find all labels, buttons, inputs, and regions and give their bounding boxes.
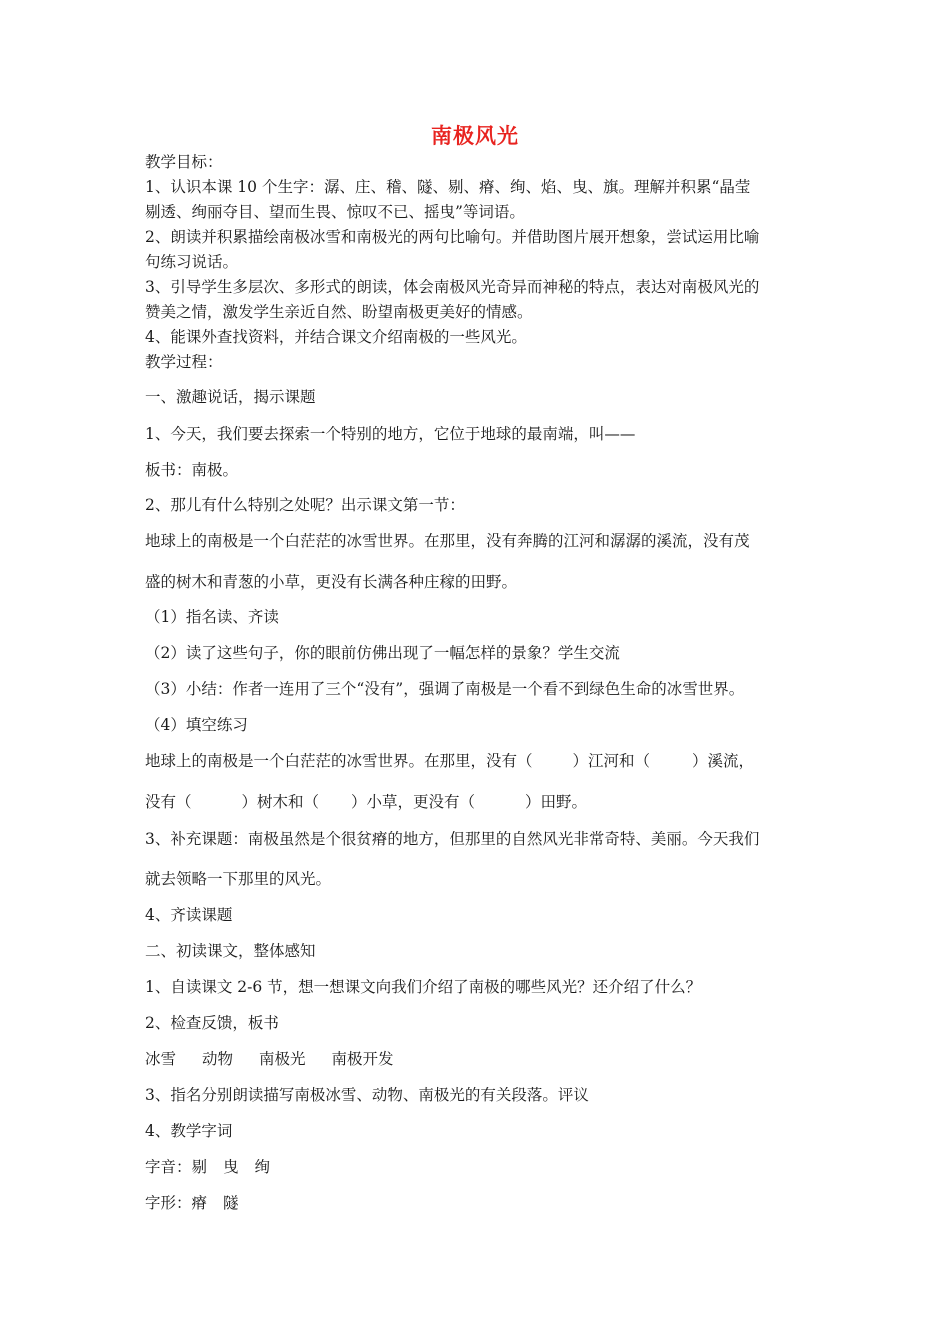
part2-step-4: 4、教学字词 (145, 1122, 233, 1140)
fill-blank-line-1 (145, 751, 815, 771)
goal-1-line-2: 剔透、绚丽夺目、望而生畏、惊叹不已、摇曳”等词语。 (145, 203, 525, 221)
part1-step-3-line-1: 3、补充课题：南极虽然是个很贫瘠的地方，但那里的自然风光非常奇特、美丽。今天我们 (145, 830, 760, 848)
char-shape-label: 字形： (145, 1194, 192, 1212)
board-item: 动物 (202, 1050, 234, 1068)
board-items-line (145, 1049, 815, 1069)
sub-step-1: （1）指名读、齐读 (145, 608, 279, 626)
fill-text: ）田野。 (525, 793, 588, 811)
document-title: 南极风光 (431, 124, 519, 148)
part1-step-3-line-2: 就去领略一下那里的风光。 (145, 870, 332, 888)
pronunciation-label: 字音： (145, 1158, 192, 1176)
char-shape-line (145, 1193, 815, 1213)
goal-3-line-2: 赞美之情，激发学生亲近自然、盼望南极更美好的情感。 (145, 303, 533, 321)
part1-heading: 一、激趣说话，揭示课题 (145, 388, 316, 406)
part1-step-2: 2、那儿有什么特别之处呢？出示课文第一节： (145, 496, 465, 514)
goals-heading: 教学目标： (145, 153, 223, 171)
part1-step-4: 4、齐读课题 (145, 906, 233, 924)
quoted-text-line-2: 盛的树木和青葱的小草，更没有长满各种庄稼的田野。 (145, 573, 518, 591)
char-item: 隧 (223, 1194, 239, 1212)
fill-text: ）小草，更没有（ (351, 793, 476, 811)
sub-step-2: （2）读了这些句子，你的眼前仿佛出现了一幅怎样的景象？学生交流 (145, 644, 620, 662)
fill-text: ）溪流， (692, 752, 755, 770)
board-item: 冰雪 (145, 1050, 177, 1068)
goal-2-line-2: 句练习说话。 (145, 253, 239, 271)
part2-step-3: 3、指名分别朗读描写南极冰雪、动物、南极光的有关段落。评议 (145, 1086, 589, 1104)
part1-step-1: 1、今天，我们要去探索一个特别的地方，它位于地球的最南端，叫—— (145, 425, 636, 443)
board-writing-1: 板书：南极。 (145, 461, 239, 479)
goal-2-line-1: 2、朗读并积累描绘南极冰雪和南极光的两句比喻句。并借助图片展开想象，尝试运用比喻 (145, 228, 760, 246)
char-item: 剔 (191, 1158, 208, 1176)
fill-text: 地球上的南极是一个白茫茫的冰雪世界。在那里，没有（ (145, 752, 533, 770)
board-item: 南极光 (259, 1050, 306, 1068)
board-item: 南极开发 (331, 1050, 394, 1068)
goal-4: 4、能课外查找资料，并结合课文介绍南极的一些风光。 (145, 328, 527, 346)
sub-step-4: （4）填空练习 (145, 716, 248, 734)
fill-text: 没有（ (145, 793, 192, 811)
fill-blank-line-2 (145, 792, 815, 812)
quoted-text-line-1: 地球上的南极是一个白茫茫的冰雪世界。在那里，没有奔腾的江河和潺潺的溪流，没有茂 (145, 532, 750, 550)
part2-heading: 二、初读课文，整体感知 (145, 942, 316, 960)
process-heading: 教学过程： (145, 353, 223, 371)
goal-3-line-1: 3、引导学生多层次、多形式的朗读，体会南极风光奇异而神秘的特点，表达对南极风光的 (145, 278, 760, 296)
fill-text: ）树木和（ (241, 793, 320, 811)
part2-step-1: 1、自读课文 2-6 节，想一想课文向我们介绍了南极的哪些风光？还介绍了什么？ (145, 978, 702, 996)
char-item: 曳 (223, 1158, 239, 1176)
char-item: 瘠 (191, 1194, 208, 1212)
char-item: 绚 (254, 1158, 271, 1176)
part2-step-2: 2、检查反馈，板书 (145, 1014, 279, 1032)
pronunciation-line (145, 1157, 815, 1177)
goal-1-line-1: 1、认识本课 10 个生字：潺、庄、稽、隧、剔、瘠、绚、焰、曳、旗。理解并积累“晶莹 (145, 178, 751, 196)
sub-step-3: （3）小结：作者一连用了三个“没有”，强调了南极是一个看不到绿色生命的冰雪世界。 (145, 680, 745, 698)
fill-text: ）江河和（ (572, 752, 651, 770)
